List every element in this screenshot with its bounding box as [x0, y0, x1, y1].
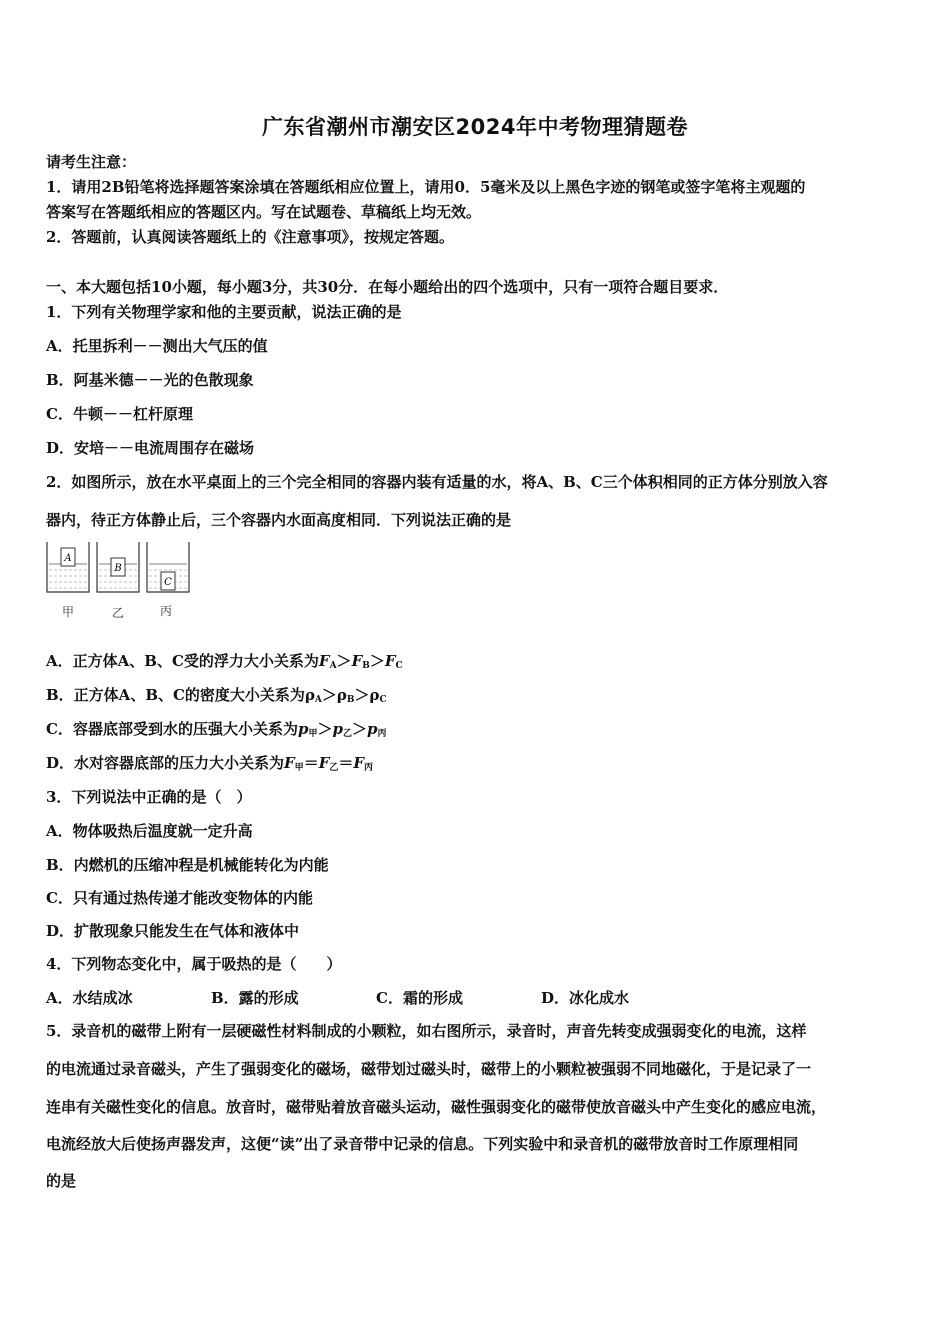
q5-line-1: 5．录音机的磁带上附有一层硬磁性材料制成的小颗粒，如右图所示，录音时，声音先转变成强弱变化的电流，这样: [46, 1022, 807, 1040]
label-yi: 乙: [111, 606, 125, 620]
q4-options: [46, 988, 629, 1008]
q4-option-d: D．冰化成水: [541, 989, 630, 1007]
block-label-a: A: [64, 553, 72, 564]
q1-option-d: D．安培－－电流周围存在磁场: [46, 439, 255, 457]
q3-option-a: A．物体吸热后温度就一定升高: [46, 822, 253, 840]
notice-item-1a: 1．请用2B铅笔将选择题答案涂填在答题纸相应位置上，请用0．5毫米及以上黑色字迹的钢笔或签字笔将主观题的: [46, 178, 806, 196]
q4-option-a: A．水结成冰: [46, 989, 133, 1007]
q2-stem-b: 器内，待正方体静止后，三个容器内水面高度相同．下列说法正确的是: [46, 511, 512, 529]
q2-option-a: A．正方体A、B、C受的浮力大小关系为$F_A>F_B>F_C$: [46, 652, 403, 671]
block-label-c: C: [164, 577, 172, 588]
q4-option-c: C．霜的形成: [376, 989, 463, 1007]
q3-option-c: C．只有通过热传递才能改变物体的内能: [46, 889, 313, 907]
q1-option-a: A．托里拆利－－测出大气压的值: [46, 337, 268, 355]
q1-option-c: C．牛顿－－杠杆原理: [46, 405, 193, 423]
notice-item-1b: 答案写在答题纸相应的答题区内。写在试题卷、草稿纸上均无效。: [46, 203, 482, 221]
q5-line-3: 连串有关磁性变化的信息。放音时，磁带贴着放音磁头运动，磁性强弱变化的磁带使放音磁头中产生变化的感应电流，: [46, 1098, 827, 1116]
q5-line-4: 电流经放大后使扬声器发声，这便“读”出了录音带中记录的信息。下列实验中和录音机的磁带放音时工作原理相同: [46, 1135, 799, 1153]
q1-stem: 1．下列有关物理学家和他的主要贡献，说法正确的是: [46, 303, 402, 321]
q3-option-d: D．扩散现象只能发生在气体和液体中: [46, 922, 300, 940]
page-title: 广东省潮州市潮安区2024年中考物理猜题卷: [262, 115, 688, 139]
block-label-b: B: [114, 563, 122, 574]
q1-option-b: B．阿基米德－－光的色散现象: [46, 371, 254, 389]
notice-heading: 请考生注意：: [46, 153, 137, 171]
q2-option-b: B．正方体A、B、C的密度大小关系为$\rho_A>\rho_B>\rho_C$: [46, 686, 387, 705]
q5-line-5: 的是: [46, 1172, 77, 1190]
label-bing: 丙: [159, 604, 173, 618]
notice-item-2: 2．答题前，认真阅读答题纸上的《注意事项》，按规定答题。: [46, 228, 454, 246]
section-1-instructions: 一、本大题包括10小题，每小题3分，共30分．在每小题给出的四个选项中，只有一项符合题目要求．: [46, 278, 729, 296]
q4-stem: 4．下列物态变化中，属于吸热的是（ ）: [46, 955, 342, 973]
q2-option-d: D．水对容器底部的压力大小关系为$F_甲=F_乙=F_丙$: [46, 754, 374, 773]
label-jia: 甲: [61, 605, 75, 619]
q3-stem: 3．下列说法中正确的是（ ）: [46, 788, 252, 806]
container-yi: [97, 542, 139, 592]
container-bing: [147, 542, 189, 592]
q2-stem-a: 2．如图所示，放在水平桌面上的三个完全相同的容器内装有适量的水，将A、B、C三个体积相同的正方体分别放入容: [46, 473, 828, 491]
container-jia: [47, 542, 89, 592]
q3-option-b: B．内燃机的压缩冲程是机械能转化为内能: [46, 856, 329, 874]
q4-option-b: B．露的形成: [211, 989, 299, 1007]
q5-line-2: 的电流通过录音磁头，产生了强弱变化的磁场，磁带划过磁头时，磁带上的小颗粒被强弱不同地磁化，于是记录了一: [46, 1060, 812, 1078]
q2-containers-figure: [46, 540, 196, 620]
q2-option-c: C．容器底部受到水的压强大小关系为$p_甲>p_乙>p_丙$: [46, 720, 387, 739]
